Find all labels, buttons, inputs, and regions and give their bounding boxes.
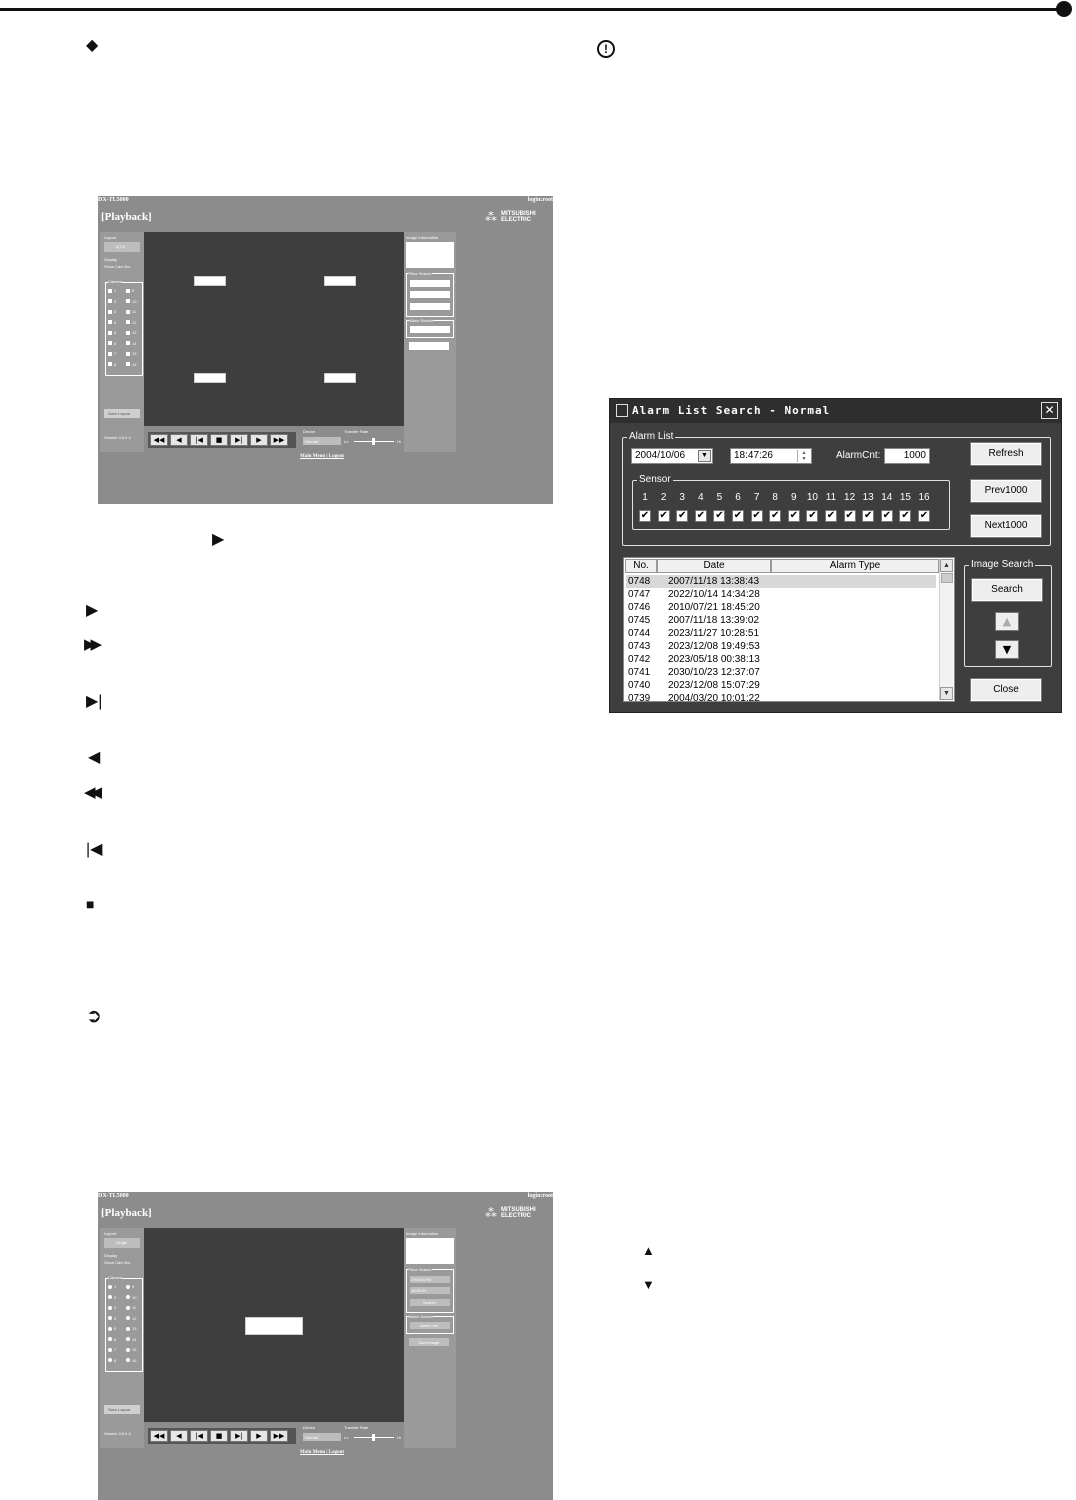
video-area[interactable] <box>144 1228 404 1422</box>
time-value: 18:47:26 <box>734 450 773 461</box>
right-panel <box>404 1228 456 1448</box>
dialog-title: Alarm List Search - Normal <box>632 404 831 417</box>
fast-forward-button[interactable]: ▶▶ <box>270 434 288 446</box>
camera-number: 16 <box>132 1357 137 1363</box>
sensor-number: 15 <box>899 492 911 503</box>
camera-number: 11 <box>132 1305 137 1310</box>
prev1000-button[interactable]: Prev1000 <box>971 480 1041 502</box>
chevron-down-icon[interactable]: ▼ <box>698 450 711 462</box>
camera-number: 6 <box>114 340 117 346</box>
scroll-thumb[interactable] <box>941 573 953 583</box>
play-button[interactable]: ▶ <box>250 1430 268 1442</box>
sensor-checkbox[interactable]: ✔ <box>640 510 650 521</box>
left-panel <box>100 232 144 452</box>
down-arrow-button[interactable]: ▼ <box>995 640 1019 659</box>
version-text: Version 0.6.2.4 <box>104 435 131 440</box>
layout-select[interactable] <box>104 242 140 252</box>
camera-radio[interactable] <box>126 1337 136 1342</box>
device-select[interactable] <box>303 437 341 445</box>
camera-radio[interactable] <box>108 1347 116 1352</box>
play-icon: ▶ <box>86 602 99 619</box>
alarm-search-group <box>406 1316 454 1334</box>
image-info-label: Image Information <box>406 1231 439 1236</box>
display-label: Display <box>104 257 118 262</box>
dialog-title-bar <box>610 399 1061 423</box>
camera-checkbox[interactable] <box>108 320 116 325</box>
up-arrow-icon: ▲ <box>642 1243 655 1258</box>
main-menu-link[interactable]: Main Menu <box>300 454 326 459</box>
column-header-date[interactable]: Date <box>657 559 771 573</box>
row-number: 0748 <box>628 576 651 587</box>
sensor-number: 4 <box>698 492 704 503</box>
row-number: 0741 <box>628 667 651 678</box>
playback-controls <box>148 1428 296 1444</box>
camera-number: 6 <box>114 1336 117 1342</box>
fast-forward-button[interactable]: ▶▶ <box>270 1430 288 1442</box>
camera-checkbox[interactable] <box>108 299 116 304</box>
sensor-number: 16 <box>918 492 930 503</box>
brand-line1: MITSUBISHI <box>501 1207 536 1213</box>
device-label: Device <box>303 1425 316 1430</box>
row-date: 2030/10/23 12:37:07 <box>668 667 760 678</box>
camera-checkbox[interactable] <box>108 362 116 367</box>
main-menu-link[interactable]: Main Menu <box>300 1450 326 1455</box>
camera-number: 8 <box>114 1357 117 1363</box>
row-date: 2007/11/18 13:39:02 <box>668 615 760 626</box>
layout-label: Layout <box>104 235 117 240</box>
device-value: Normal <box>305 439 318 444</box>
play-icon: ▶ <box>212 531 225 548</box>
layout-value: 4(Tri) <box>116 244 126 249</box>
login-status: login:root <box>527 1193 553 1199</box>
row-number: 0746 <box>628 602 651 613</box>
scroll-up-icon[interactable]: ▲ <box>940 559 953 572</box>
camera-checkbox[interactable] <box>108 309 116 314</box>
app-name: DX-TL5000 <box>98 1193 129 1199</box>
play-button[interactable]: ▶ <box>250 434 268 446</box>
camera-radio[interactable] <box>108 1316 116 1321</box>
sensor-checkbox[interactable]: ✔ <box>733 510 743 521</box>
camera-feed-logo <box>324 373 356 383</box>
camera-checkbox[interactable] <box>108 330 116 335</box>
alarm-search-label: Alarm Search <box>409 1314 434 1319</box>
save-image-button[interactable] <box>409 1338 449 1346</box>
camera-feed-logo <box>245 1317 303 1335</box>
search-button[interactable]: Search <box>972 579 1042 601</box>
left-panel <box>100 1228 144 1448</box>
sensor-checkbox[interactable]: ✔ <box>696 510 705 521</box>
camera-feed-logo <box>194 373 226 383</box>
scroll-down-icon[interactable]: ▼ <box>940 687 953 700</box>
layout-label: Layout <box>104 1231 117 1236</box>
video-area[interactable] <box>144 232 404 426</box>
logout-link[interactable]: Logout <box>328 1450 345 1455</box>
column-header-no[interactable]: No. <box>625 559 657 573</box>
sensor-checkbox[interactable]: ✔ <box>882 510 891 521</box>
sensor-checkbox[interactable]: ✔ <box>863 510 873 521</box>
save-layout-button[interactable] <box>104 409 140 418</box>
device-value: Normal <box>305 1435 318 1440</box>
camera-number: 10 <box>132 1294 137 1300</box>
layout-value: Single <box>116 1240 128 1245</box>
camera-feed-logo <box>194 276 226 286</box>
sensor-number: 3 <box>679 492 685 503</box>
image-info-box <box>406 1238 454 1264</box>
camera-radio[interactable] <box>126 1316 136 1321</box>
camera-number: 9 <box>132 1284 135 1289</box>
caution-icon: ! <box>597 40 615 58</box>
frame-reverse-icon: |◀ <box>86 841 103 858</box>
row-date: 2023/11/27 10:28:51 <box>668 628 760 639</box>
sensor-checkbox[interactable]: ✔ <box>901 510 910 521</box>
camera-number: 2 <box>114 1294 117 1300</box>
camera-number: 12 <box>132 319 137 325</box>
camera-number: 15 <box>132 351 137 356</box>
camera-radio[interactable] <box>126 1295 136 1300</box>
transfer-rate-thumb[interactable] <box>372 438 375 445</box>
camera-checkbox[interactable] <box>126 341 136 346</box>
camera-group <box>105 1275 143 1372</box>
alarm-cnt-field[interactable]: 1000 <box>884 448 930 464</box>
image-info-box <box>406 242 454 268</box>
camera-checkbox[interactable] <box>108 351 116 356</box>
fast-reverse-button[interactable]: ◀◀ <box>150 434 168 446</box>
camera-radio[interactable] <box>108 1305 116 1310</box>
sensor-number: 2 <box>660 492 667 503</box>
row-number: 0740 <box>628 680 651 691</box>
sensor-checkbox[interactable]: ✔ <box>752 510 761 521</box>
camera-number: 1 <box>114 288 117 293</box>
camera-checkbox[interactable] <box>126 362 136 367</box>
camera-checkbox[interactable] <box>126 299 136 304</box>
time-search-label: Time Search <box>409 1267 432 1272</box>
display-label: Display <box>104 1253 118 1258</box>
footer-links: Main Menu | Logout <box>300 454 345 459</box>
alarm-list-search-dialog <box>609 398 1062 713</box>
camera-number: 16 <box>132 361 137 367</box>
camera-radio[interactable] <box>108 1284 116 1289</box>
time-field[interactable] <box>410 291 450 298</box>
camera-checkbox[interactable] <box>126 330 136 335</box>
fast-forward-icon: ▶▶ <box>84 636 98 653</box>
camera-number: 10 <box>132 298 137 304</box>
search-label: Search <box>423 1300 436 1305</box>
close-button[interactable]: Close <box>971 679 1041 701</box>
sensor-number: 13 <box>862 492 874 503</box>
camera-checkbox[interactable] <box>108 341 116 346</box>
playback-screenshot-quad <box>98 196 553 504</box>
brand-logo <box>485 1205 549 1221</box>
camera-radio[interactable] <box>126 1347 136 1352</box>
top-rule-dot <box>1056 1 1072 17</box>
sensor-checkbox[interactable]: ✔ <box>919 510 929 521</box>
fast-reverse-button[interactable]: ◀◀ <box>150 1430 168 1442</box>
row-date: 2010/07/21 18:45:20 <box>668 602 760 613</box>
sensor-number: 6 <box>735 492 741 503</box>
camera-number: 2 <box>114 298 117 304</box>
row-number: 0739 <box>628 693 651 702</box>
camera-number: 13 <box>132 1326 137 1331</box>
time-search-group <box>406 1269 454 1313</box>
camera-radio[interactable] <box>126 1284 134 1289</box>
device-select[interactable] <box>303 1433 341 1441</box>
transfer-rate-label: Transfer Rate <box>344 1425 369 1430</box>
camera-radio[interactable] <box>126 1305 136 1310</box>
spin-icon[interactable]: ▲ ▼ <box>797 450 810 462</box>
frame-reverse-button[interactable]: |◀ <box>190 1430 208 1442</box>
sensor-checkbox[interactable]: ✔ <box>770 510 780 521</box>
date-value: 2004/10/06 <box>411 1277 432 1282</box>
date-field[interactable] <box>410 1276 450 1283</box>
playback-controls <box>148 432 296 448</box>
camera-number: 4 <box>114 1315 117 1321</box>
up-arrow-button[interactable]: ▲ <box>995 612 1019 631</box>
reverse-play-icon: ◀ <box>88 749 101 766</box>
top-rule <box>0 8 1062 11</box>
camera-number: 1 <box>114 1284 117 1289</box>
table-row[interactable] <box>626 575 936 588</box>
alarm-list-label: Alarm List <box>420 1323 438 1328</box>
frame-forward-icon: ▶| <box>86 693 103 710</box>
time-search-label: Time Search <box>409 271 432 276</box>
alarm-list-group <box>622 431 1051 546</box>
frame-forward-button[interactable]: ▶| <box>230 1430 248 1442</box>
brand-line1: MITSUBISHI <box>501 211 536 217</box>
transfer-rate-thumb[interactable] <box>372 1434 375 1441</box>
version-text: Version 0.6.2.4 <box>104 1431 131 1436</box>
rate-lo-label: Lo <box>344 439 349 444</box>
sensor-number: 10 <box>806 492 818 503</box>
rate-hi-label: Hi <box>397 1435 401 1440</box>
brand-line2: ELECTRIC <box>501 217 531 223</box>
time-search-button[interactable] <box>410 1299 450 1306</box>
time-search-group <box>406 273 454 317</box>
alarm-search-group <box>406 320 454 338</box>
camera-checkbox[interactable] <box>126 288 134 293</box>
save-image-button[interactable] <box>409 342 449 350</box>
device-label: Device <box>303 429 316 434</box>
sensor-checkbox[interactable]: ✔ <box>789 510 798 521</box>
right-panel <box>404 232 456 452</box>
brand-logo <box>485 209 549 225</box>
sensor-number: 1 <box>642 492 648 503</box>
layout-select[interactable] <box>104 1238 140 1248</box>
camera-number: 11 <box>132 309 137 314</box>
camera-number: 13 <box>132 330 137 335</box>
row-number: 0744 <box>628 628 651 639</box>
camera-group <box>105 279 143 376</box>
row-number: 0743 <box>628 641 651 652</box>
page-title: [Playback] <box>101 211 152 223</box>
refresh-button[interactable]: Refresh <box>971 443 1041 465</box>
window-icon <box>616 404 628 417</box>
camera-label: Camera <box>108 279 123 284</box>
save-layout-label: Save Layout <box>108 411 131 416</box>
transfer-rate-label: Transfer Rate <box>344 429 369 434</box>
alarm-cnt-label: AlarmCnt: <box>836 450 881 461</box>
frame-reverse-button[interactable]: |◀ <box>190 434 208 446</box>
rate-hi-label: Hi <box>397 439 401 444</box>
sensor-number: 14 <box>881 492 893 503</box>
camera-number: 7 <box>114 351 117 356</box>
time-search-button[interactable] <box>410 303 450 310</box>
diamond-bullet-icon: ◆ <box>86 37 99 54</box>
camera-checkbox[interactable] <box>126 320 136 325</box>
sensor-number: 5 <box>716 492 723 503</box>
camera-number: 9 <box>132 288 135 293</box>
frame-forward-button[interactable]: ▶| <box>230 434 248 446</box>
reverse-play-button[interactable]: ◀ <box>170 1430 188 1442</box>
alarm-list-button[interactable] <box>410 326 450 333</box>
row-number: 0745 <box>628 615 651 626</box>
alarm-list-button[interactable] <box>410 1322 450 1329</box>
alarm-search-label: Alarm Search <box>409 318 434 323</box>
save-layout-button[interactable] <box>104 1405 140 1414</box>
camera-radio[interactable] <box>126 1326 136 1331</box>
camera-radio[interactable] <box>108 1295 116 1300</box>
sensor-number: 9 <box>791 492 797 503</box>
date-value: 2004/10/06 <box>635 450 686 461</box>
camera-radio[interactable] <box>108 1337 116 1342</box>
save-image-label: Save Image <box>418 1340 440 1345</box>
row-date: 2023/05/18 00:38:13 <box>668 654 760 665</box>
rate-lo-label: Lo <box>344 1435 349 1440</box>
sensor-checkbox[interactable]: ✔ <box>826 510 836 521</box>
camera-number: 15 <box>132 1347 137 1352</box>
next1000-button[interactable]: Next1000 <box>971 515 1041 537</box>
reference-arrow-icon: ➲ <box>86 1006 102 1027</box>
sensor-checkbox[interactable]: ✔ <box>845 510 854 521</box>
playback-screenshot-single <box>98 1192 553 1500</box>
stop-icon: ■ <box>86 896 95 912</box>
image-search-group-label: Image Search <box>971 559 1034 570</box>
camera-radio[interactable] <box>108 1358 116 1363</box>
camera-label: Camera <box>108 1275 123 1280</box>
stop-button[interactable]: ■ <box>210 434 228 446</box>
sensor-checkbox[interactable]: ✔ <box>677 510 687 521</box>
row-date: 2023/12/08 15:07:29 <box>668 680 760 691</box>
sensor-number: 11 <box>825 492 837 503</box>
row-date: 2023/12/08 19:49:53 <box>668 641 760 652</box>
camera-checkbox[interactable] <box>108 288 116 293</box>
camera-number: 5 <box>114 1326 117 1331</box>
alarm-list-group-label: Alarm List <box>629 431 674 442</box>
sensor-number: 12 <box>844 492 856 503</box>
sensor-checkbox[interactable]: ✔ <box>659 510 668 521</box>
time-spinner[interactable] <box>730 448 812 464</box>
save-layout-label: Save Layout <box>108 1407 131 1412</box>
row-date: 2004/03/20 10:01:22 <box>668 693 760 702</box>
camera-number: 12 <box>132 1315 137 1321</box>
camera-feed-logo <box>324 276 356 286</box>
image-info-label: Image Information <box>406 235 439 240</box>
camera-number: 8 <box>114 361 117 367</box>
sensor-group-label: Sensor <box>639 474 671 485</box>
app-name: DX-TL5000 <box>98 197 129 203</box>
page-title: [Playback] <box>101 1207 152 1219</box>
brand-line2: ELECTRIC <box>501 1213 531 1219</box>
row-number: 0742 <box>628 654 651 665</box>
sensor-group <box>632 474 950 530</box>
camera-radio[interactable] <box>126 1358 136 1363</box>
mitsubishi-logo-icon: ⁂ <box>485 210 497 224</box>
sensor-checkbox[interactable]: ✔ <box>808 510 817 521</box>
sensor-number: 7 <box>753 492 760 503</box>
mitsubishi-logo-icon: ⁂ <box>485 1206 497 1220</box>
reverse-play-button[interactable]: ◀ <box>170 434 188 446</box>
footer-links: Main Menu | Logout <box>300 1450 345 1455</box>
camera-number: 3 <box>114 309 117 314</box>
down-arrow-icon: ▼ <box>642 1277 655 1292</box>
row-date: 2022/10/14 14:34:28 <box>668 589 760 600</box>
sensor-number: 8 <box>772 492 778 503</box>
camera-number: 14 <box>132 1336 137 1342</box>
close-icon[interactable]: ✕ <box>1041 402 1058 419</box>
logout-link[interactable]: Logout <box>328 454 345 459</box>
column-header-alarm-type[interactable]: Alarm Type <box>771 559 939 573</box>
list-scrollbar[interactable] <box>939 559 953 700</box>
sensor-checkbox[interactable]: ✔ <box>715 510 724 521</box>
row-date: 2007/11/18 13:38:43 <box>668 576 760 587</box>
fast-reverse-icon: ◀◀ <box>84 784 98 801</box>
camera-number: 14 <box>132 340 137 346</box>
camera-number: 5 <box>114 330 117 335</box>
show-cam-no-checkbox[interactable]: Show Cam No. <box>104 1260 131 1265</box>
camera-number: 7 <box>114 1347 117 1352</box>
login-status: login:root <box>527 197 553 203</box>
date-dropdown[interactable] <box>631 448 713 464</box>
date-field[interactable] <box>410 280 450 287</box>
camera-radio[interactable] <box>108 1326 116 1331</box>
camera-checkbox[interactable] <box>126 351 136 356</box>
time-value: 18:39:01 <box>411 1288 427 1293</box>
stop-button[interactable]: ■ <box>210 1430 228 1442</box>
row-number: 0747 <box>628 589 651 600</box>
alarm-list-table <box>623 557 955 702</box>
image-search-group <box>964 559 1052 667</box>
camera-checkbox[interactable] <box>126 309 136 314</box>
time-field[interactable] <box>410 1287 450 1294</box>
show-cam-no-checkbox[interactable]: Show Cam No. <box>104 264 131 269</box>
camera-number: 4 <box>114 319 117 325</box>
camera-number: 3 <box>114 1305 117 1310</box>
